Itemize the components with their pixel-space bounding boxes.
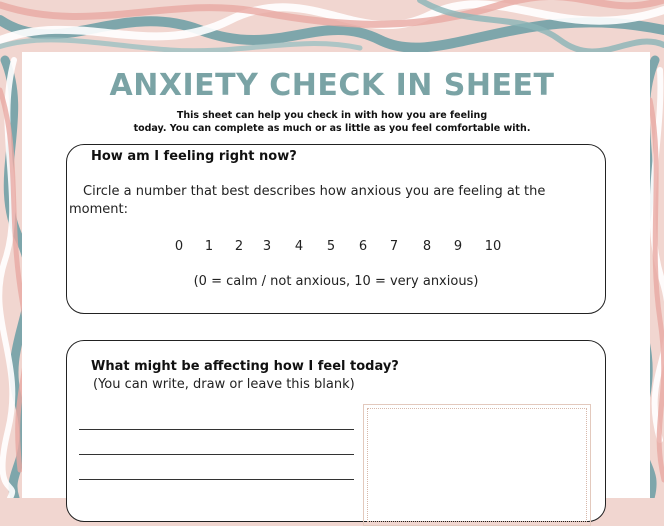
drawing-box-border <box>367 408 587 522</box>
drawing-box[interactable] <box>363 404 591 526</box>
scale-number-7[interactable]: 7 <box>389 239 399 254</box>
feeling-now-section <box>66 144 606 314</box>
scale-number-2[interactable]: 2 <box>234 239 244 254</box>
page-title: ANXIETY CHECK IN SHEET <box>109 68 555 103</box>
rating-instruction: Circle a number that best describes how anxious you are feeling at the moment: <box>69 184 546 217</box>
affecting-factors-hint: (You can write, draw or leave this blank) <box>93 377 355 392</box>
anxiety-scale <box>67 239 605 259</box>
subtitle-line-1: This sheet can help you check in with how you are feeling <box>176 110 488 121</box>
subtitle-line-2: today. You can complete as much or as little as you feel comfortable with. <box>133 123 531 134</box>
worksheet-page <box>22 52 650 498</box>
scale-legend: (0 = calm / not anxious, 10 = very anxious) <box>193 274 479 289</box>
scale-number-4[interactable]: 4 <box>294 239 304 254</box>
scale-number-10[interactable]: 10 <box>484 239 502 254</box>
scale-number-0[interactable]: 0 <box>174 239 184 254</box>
scale-number-3[interactable]: 3 <box>262 239 272 254</box>
scale-number-9[interactable]: 9 <box>453 239 463 254</box>
scale-number-5[interactable]: 5 <box>326 239 336 254</box>
writing-line-1[interactable] <box>79 429 354 430</box>
scale-number-1[interactable]: 1 <box>204 239 214 254</box>
affecting-factors-section <box>66 340 606 522</box>
writing-line-2[interactable] <box>79 454 354 455</box>
feeling-now-heading: How am I feeling right now? <box>91 149 297 164</box>
scale-number-6[interactable]: 6 <box>358 239 368 254</box>
scale-number-8[interactable]: 8 <box>422 239 432 254</box>
affecting-factors-heading: What might be affecting how I feel today? <box>91 359 399 374</box>
page-subtitle <box>22 109 642 135</box>
writing-line-3[interactable] <box>79 479 354 480</box>
